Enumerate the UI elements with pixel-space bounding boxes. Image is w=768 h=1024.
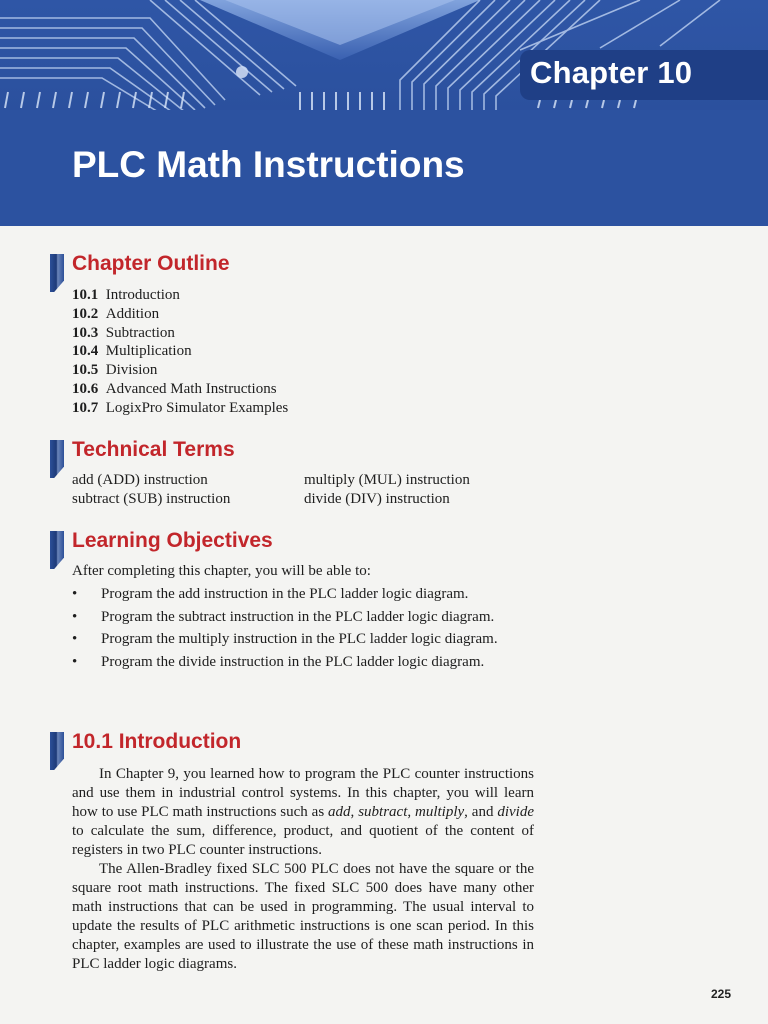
section-marker-icon (50, 732, 64, 770)
outline-item: 10.5 Division (72, 362, 158, 379)
circuit-decoration (0, 0, 768, 226)
list-item: • Program the add instruction in the PLC ladder logic diagram. (72, 586, 469, 602)
chapter-banner (0, 0, 768, 226)
bullet-icon: • (72, 608, 78, 625)
list-item: • Program the multiply instruction in the PLC ladder logic diagram. (72, 631, 498, 647)
bullet-icon: • (72, 631, 78, 647)
term: subtract (SUB) instruction (72, 490, 231, 507)
outline-list (72, 286, 288, 418)
bullet-icon: • (72, 653, 78, 670)
term: divide (DIV) instruction (304, 490, 450, 507)
term: add (ADD) instruction (72, 472, 208, 488)
page-number: 225 (711, 987, 732, 1001)
outline-item: 10.1 Introduction (72, 287, 180, 303)
outline-item: 10.3 Subtraction (72, 324, 175, 341)
section-marker-icon (50, 254, 64, 292)
terms-heading: Technical Terms (72, 438, 235, 461)
section-marker-icon (50, 531, 64, 569)
section-marker-icon (50, 440, 64, 478)
outline-item: 10.2 Addition (72, 305, 160, 322)
list-item: • Program the divide instruction in the PLC ladder logic diagram. (72, 653, 485, 670)
chapter-label: Chapter 10 (530, 55, 693, 90)
paragraph: In Chapter 9, you learned how to program the PLC counter instructions and use them in industrial control systems. In this chapter, you will learn how to use PLC math instructions such as add, subtract, multiply, and divide to calculate the sum, difference, product, and quotient of the content of registers in two PLC counter instructions. (72, 766, 534, 858)
list-item: • Program the subtract instruction in the PLC ladder logic diagram. (72, 608, 495, 625)
objectives-heading: Learning Objectives (72, 529, 273, 552)
outline-item: 10.6 Advanced Math Instructions (72, 380, 277, 397)
objectives-intro: After completing this chapter, you will be able to: (72, 563, 371, 579)
outline-item: 10.4 Multiplication (72, 343, 192, 360)
outline-item: 10.7 LogixPro Simulator Examples (72, 399, 289, 416)
bullet-icon: • (72, 586, 78, 602)
outline-heading: Chapter Outline (72, 252, 230, 275)
introduction-heading: 10.1 Introduction (72, 730, 242, 753)
objectives-list (72, 585, 542, 675)
paragraph: The Allen-Bradley fixed SLC 500 PLC does not have the square or the square root math instructions. The fixed SLC 500 does have many other math instructions that can be used in programming. The usual interval to update the results of PLC arithmetic instructions is one scan period. In this chapter, examples are used to illustrate the use of these math instructions in PLC ladder logic diagrams. (72, 861, 534, 972)
term: multiply (MUL) instruction (304, 472, 470, 488)
introduction-body (72, 765, 534, 974)
page-title: PLC Math Instructions (72, 144, 465, 185)
